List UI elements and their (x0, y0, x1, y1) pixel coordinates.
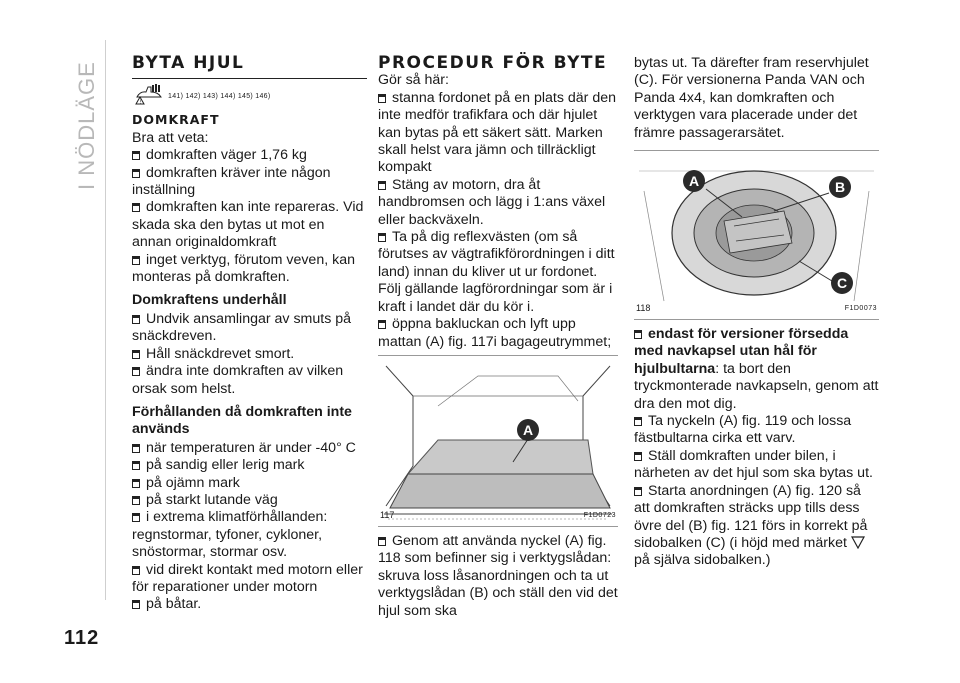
section-title: BYTA HJUL (132, 53, 245, 73)
list-item: Stäng av motorn, dra åt handbromsen och lägg i 1:ans växel eller backväxeln. (378, 177, 618, 229)
figure-code: F1D0723 (583, 511, 616, 519)
maintenance-heading: Domkraftens underhåll (132, 292, 287, 309)
list-item: på ojämn mark (132, 475, 367, 492)
section-tab-label: I NÖDLÄGE (74, 61, 99, 190)
bold-rest: : ta bort den tryckmonterade navkapseln, genom att dra den mot dig. (634, 360, 879, 412)
list-item: Ställ domkraften under bilen, i närheten av det hjul som ska bytas ut. (634, 448, 879, 483)
conditions-heading: Förhållanden då domkraften inte används (132, 403, 352, 438)
label-a: A (688, 173, 700, 190)
column-jack (132, 55, 367, 614)
warning-references (134, 83, 367, 105)
figure-118 (634, 150, 879, 320)
trunk-mat-illustration (378, 356, 618, 526)
list-item: Ta på dig reflexvästen (om så förutses av vägtrafikförordningen i ditt land) innan du kliver ut ur fordonet. Följ gällande lagförordningar som är i kraft i landet där du kör i. (378, 229, 618, 316)
jack-intro: Bra att veta: (132, 129, 209, 146)
procedure-intro: Gör så här: (378, 72, 449, 89)
section-tab (74, 40, 114, 190)
list-item: domkraften väger 1,76 kg (132, 147, 367, 164)
label-a: A (522, 421, 534, 438)
jack-heading: DOMKRAFT (132, 112, 220, 128)
list-item: Håll snäckdrevet smort. (132, 346, 367, 363)
list-item: ändra inte domkraften av vilken orsak som helst. (132, 363, 367, 398)
continuation-text: bytas ut. Ta därefter fram reservhjulet (C). För versionerna Panda VAN och Panda 4x4, kan domkraften och verktygen vara placerade under det främre passagerarsätet. (634, 55, 869, 141)
list-item: Undvik ansamlingar av smuts på snäckdreven. (132, 311, 367, 346)
label-b: B (834, 179, 846, 196)
list-item (634, 326, 879, 413)
tail-text: på själva sidobalken.) (634, 552, 771, 569)
list-item: när temperaturen är under -40° C (132, 440, 367, 457)
figure-code: F1D0073 (844, 304, 877, 312)
list-item: Genom att använda nyckel (A) fig. 118 som befinner sig i verktygslådan: skruva loss låsanordningen och ta ut verktygslådan (B) och ställ den vid det hjul som ska (378, 532, 618, 619)
list-item: på sandig eller lerig mark (132, 457, 367, 474)
list-item: i extrema klimatförhållanden: regnstormar, tyfoner, cykloner, snöstormar, stormar osv. (132, 509, 367, 561)
title-rule (132, 78, 367, 79)
warning-reference-numbers: 141) 142) 143) 144) 145) 146) (168, 93, 271, 100)
bold-lead: endast för versioner försedda med navkapsel utan hål för hjulbultarna (634, 326, 849, 377)
section-divider (105, 40, 106, 600)
svg-text:!: ! (139, 99, 142, 106)
page-number: 112 (64, 627, 100, 649)
figure-number: 117 (380, 509, 395, 520)
list-item: Ta nyckeln (A) fig. 119 och lossa fästbultarna cirka ett varv. (634, 413, 879, 448)
list-item-text: Starta anordningen (A) fig. 120 så att domkraften sträcks upp tills dess övre del (B) fig. 121 förs in korrekt på sidobalken (C) (i höjd med märket (634, 482, 868, 551)
list-item: inget verktyg, förutom veven, kan monteras på domkraften. (132, 252, 367, 287)
spare-wheel-illustration (634, 151, 879, 319)
list-item: domkraften kan inte repareras. Vid skada ska den bytas ut mot en annan originaldomkraft (132, 199, 367, 251)
figure-number: 118 (636, 302, 651, 313)
figure-117 (378, 355, 618, 527)
list-item: på starkt lutande väg (132, 492, 367, 509)
column-continuation (634, 55, 879, 570)
label-c: C (836, 275, 848, 292)
list-item: vid direkt kontakt med motorn eller för reparationer under motorn (132, 562, 367, 597)
triangle-mark-icon (851, 535, 865, 549)
list-item: domkraften kräver inte någon inställning (132, 165, 367, 200)
list-item: öppna bakluckan och lyft upp mattan (A) fig. 117i bagageutrymmet; (378, 316, 618, 351)
list-item (634, 483, 879, 553)
warning-reference-icon (134, 83, 164, 105)
list-item: på båtar. (132, 596, 367, 613)
list-item: stanna fordonet på en plats där den inte medför trafikfara och där hjulet kan bytas på ett säkert sätt. Marken skall helst vara jämn och tillräckligt kompakt (378, 89, 617, 176)
column-procedure (378, 55, 618, 620)
procedure-title: PROCEDUR FÖR BYTE (378, 53, 608, 73)
